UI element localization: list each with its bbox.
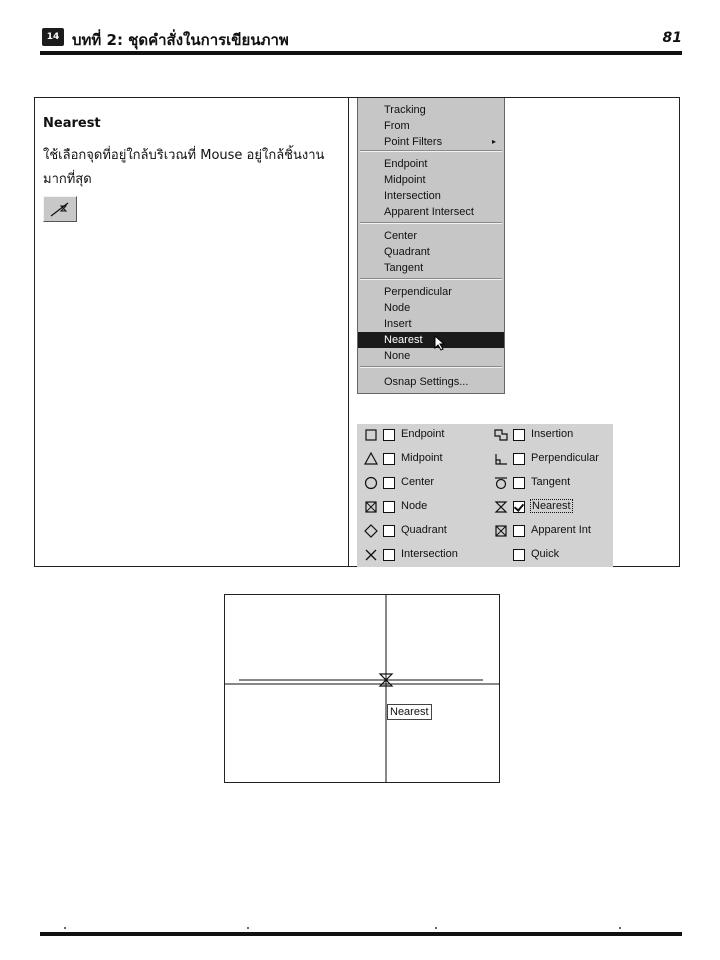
hourglass-icon xyxy=(493,499,509,515)
menu-item-endpoint[interactable] xyxy=(358,156,504,172)
snap-mode-label: Endpoint xyxy=(401,428,445,440)
scan-dot xyxy=(64,927,66,929)
menu-item-label: Perpendicular xyxy=(384,286,452,298)
scan-dot xyxy=(435,927,437,929)
menu-item-label: Point Filters xyxy=(384,136,443,148)
snap-checkbox[interactable] xyxy=(383,429,395,441)
menu-item-label: Intersection xyxy=(384,190,441,202)
menu-item-center[interactable] xyxy=(358,228,504,244)
menu-item-insert[interactable] xyxy=(358,316,504,332)
triangle-icon xyxy=(363,451,379,467)
snap-mode-midpoint[interactable] xyxy=(363,450,481,468)
menu-separator xyxy=(360,366,502,368)
snap-mode-label: Tangent xyxy=(531,476,571,488)
snap-mode-node[interactable] xyxy=(363,498,481,516)
menu-item-label: Endpoint xyxy=(384,158,428,170)
tangent-icon xyxy=(493,475,509,491)
snap-checkbox[interactable] xyxy=(513,453,525,465)
nearest-snap-icon xyxy=(44,197,76,221)
menu-item-quadrant[interactable] xyxy=(358,244,504,260)
menu-item-label: Quadrant xyxy=(384,246,430,258)
menu-item-intersection[interactable] xyxy=(358,188,504,204)
snap-mode-label: Apparent Int xyxy=(531,524,591,536)
scan-dot xyxy=(247,927,249,929)
menu-item-none[interactable] xyxy=(358,348,504,364)
snap-checkbox[interactable] xyxy=(383,501,395,513)
snap-mode-quadrant[interactable] xyxy=(363,522,481,540)
snap-tooltip: Nearest xyxy=(387,704,432,720)
nearest-toolbar-button[interactable] xyxy=(43,196,77,222)
menu-item-label: Osnap Settings... xyxy=(384,376,469,388)
snap-checkbox[interactable] xyxy=(513,477,525,489)
insertion-icon xyxy=(493,427,509,443)
snap-mode-label: Perpendicular xyxy=(531,452,599,464)
snap-mode-tangent[interactable] xyxy=(493,474,611,492)
perpendicular-icon xyxy=(493,451,509,467)
command-description: ใช้เลือกจุดที่อยู่ใกล้บริเวณที่ Mouse อยู่ใกล้ชิ้นงานมากที่สุด xyxy=(43,148,325,187)
snap-mode-label: Quick xyxy=(531,548,560,560)
diamond-icon xyxy=(363,523,379,539)
snap-mode-quick[interactable] xyxy=(493,546,611,564)
snap-mode-endpoint[interactable] xyxy=(363,426,481,444)
square-icon xyxy=(363,427,379,443)
menu-item-label: Midpoint xyxy=(384,174,426,186)
snap-checkbox[interactable] xyxy=(513,525,525,537)
snap-mode-center[interactable] xyxy=(363,474,481,492)
snap-mode-insertion[interactable] xyxy=(493,426,611,444)
snap-checkbox[interactable] xyxy=(383,477,395,489)
crossed-square-icon xyxy=(493,523,509,539)
crossed-square-icon xyxy=(363,499,379,515)
menu-item-label: Nearest xyxy=(384,334,423,346)
page-number: 81 xyxy=(662,30,682,46)
menu-item-label: Apparent Intersect xyxy=(384,206,474,218)
menu-item-label: Tracking xyxy=(384,104,426,116)
menu-item-osnap-settings[interactable] xyxy=(358,374,504,390)
snap-mode-label: Nearest xyxy=(532,500,571,512)
menu-item-midpoint[interactable] xyxy=(358,172,504,188)
menu-item-label: Insert xyxy=(384,318,412,330)
snap-mode-label: Node xyxy=(401,500,428,512)
snap-mode-label: Center xyxy=(401,476,435,488)
menu-item-nearest[interactable] xyxy=(358,332,504,348)
object-snap-modes-panel xyxy=(357,424,613,567)
command-title: Nearest xyxy=(43,116,101,131)
osnap-context-menu xyxy=(357,98,505,394)
menu-item-node[interactable] xyxy=(358,300,504,316)
submenu-arrow-icon: ▸ xyxy=(491,137,496,146)
snap-checkbox[interactable] xyxy=(383,549,395,561)
circle-icon xyxy=(363,475,379,491)
menu-item-label: Tangent xyxy=(384,262,424,274)
chapter-title: บทที่ 2: ชุดคำสั่งในการเขียนภาพ xyxy=(72,31,289,49)
menu-separator xyxy=(360,222,502,224)
snap-mode-perpendicular[interactable] xyxy=(493,450,611,468)
snap-mode-intersection[interactable] xyxy=(363,546,481,564)
x-icon xyxy=(363,547,379,563)
menu-item-point-filters[interactable] xyxy=(358,134,504,150)
menu-item-perpendicular[interactable] xyxy=(358,284,504,300)
snap-checkbox[interactable] xyxy=(513,429,525,441)
menu-item-label: None xyxy=(384,350,411,362)
snap-checkbox[interactable] xyxy=(383,453,395,465)
header-rule xyxy=(40,51,682,55)
snap-checkbox[interactable] xyxy=(513,549,525,561)
menu-separator xyxy=(360,278,502,280)
snap-checkbox[interactable] xyxy=(383,525,395,537)
scan-dot xyxy=(619,927,621,929)
menu-item-from[interactable] xyxy=(358,118,504,134)
content-table xyxy=(34,97,680,567)
crosshair-drawing xyxy=(225,595,499,782)
menu-separator xyxy=(360,150,502,152)
snap-mode-nearest[interactable] xyxy=(493,498,611,516)
column-divider xyxy=(348,98,349,566)
footer-rule xyxy=(40,932,682,936)
snap-mode-label: Midpoint xyxy=(401,452,443,464)
snap-mode-label: Intersection xyxy=(401,548,458,560)
menu-item-label: Node xyxy=(384,302,411,314)
drawing-viewport[interactable] xyxy=(224,594,500,783)
menu-item-tracking[interactable] xyxy=(358,102,504,118)
chapter-logo: 14 xyxy=(42,28,64,46)
snap-mode-label: Quadrant xyxy=(401,524,447,536)
snap-checkbox[interactable] xyxy=(513,501,525,513)
menu-item-label: From xyxy=(384,120,410,132)
snap-mode-apparent-int[interactable] xyxy=(493,522,611,540)
menu-item-label: Center xyxy=(384,230,418,242)
snap-mode-label: Insertion xyxy=(531,428,574,440)
menu-item-tangent[interactable] xyxy=(358,260,504,276)
menu-item-apparent-intersect[interactable] xyxy=(358,204,504,220)
